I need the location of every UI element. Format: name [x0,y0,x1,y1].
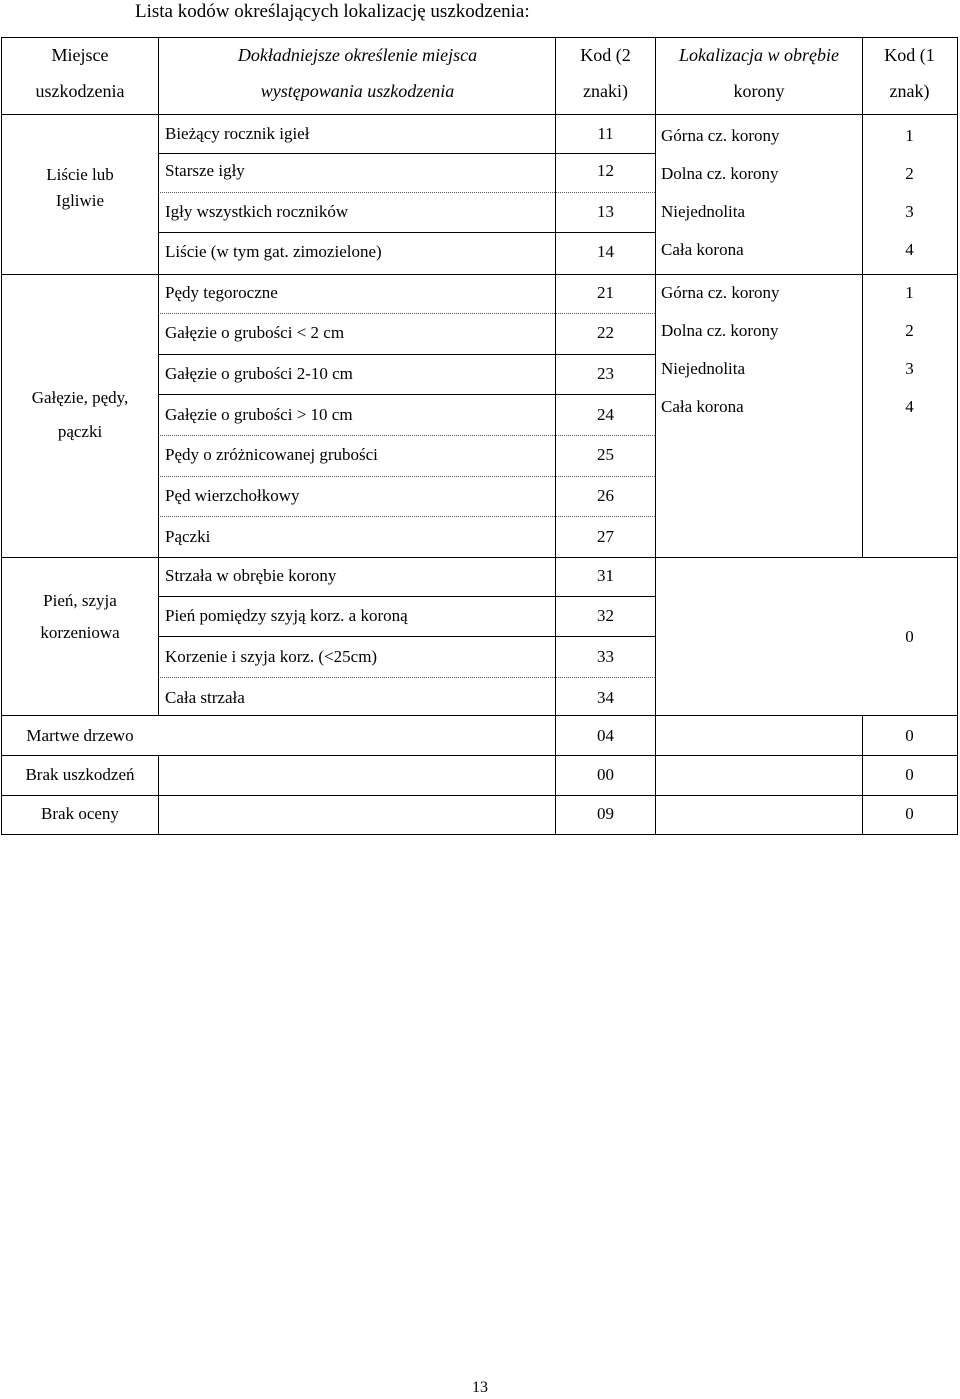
row-divider-dotted [158,677,655,678]
location-name: Górna cz. korony [661,283,780,302]
column-divider [862,37,863,557]
bottom-row-label: Brak uszkodzeń [25,765,135,784]
location-code: 1 [905,283,914,302]
row-divider [1,755,958,756]
location-code: 1 [905,126,914,145]
header-dokladniejsze-line2: występowania uszkodzenia [260,81,455,101]
row-divider-dotted [158,192,655,193]
page-title: Lista kodów określających lokalizację uszkodzenia: [135,1,530,22]
group-label-line1: Gałęzie, pędy, [31,388,129,407]
row-code: 22 [597,323,614,342]
row-divider-dotted [158,516,655,517]
group-divider [1,557,958,558]
header-lokalizacja-line1: Lokalizacja w obrębie [679,45,839,65]
bottom-row-code2: 00 [597,765,614,784]
header-kod2-line2: znaki) [583,81,628,101]
location-code: 2 [905,164,914,183]
row-description: Pęd wierzchołkowy [165,486,300,505]
row-code: 24 [597,405,614,424]
row-divider-dotted [158,476,655,477]
row-code: 31 [597,566,614,585]
row-divider-dotted [158,435,655,436]
row-code: 34 [597,688,614,707]
row-description: Gałęzie o grubości 2-10 cm [165,364,353,383]
location-code: 0 [905,627,914,646]
page-number: 13 [472,1379,488,1396]
bottom-row-code2: 04 [597,726,614,745]
group-label-line2: Igliwie [55,191,105,210]
row-code: 23 [597,364,614,383]
group-label-line2: korzeniowa [40,623,120,642]
row-code: 32 [597,606,614,625]
row-description: Gałęzie o grubości < 2 cm [165,323,345,342]
row-code: 26 [597,486,614,505]
row-description: Starsze igły [165,161,245,180]
group-divider [1,274,958,275]
table-border-bottom [1,834,958,835]
group-label-line1: Pień, szyja [43,591,117,610]
bottom-row-code1: 0 [905,726,914,745]
table-border-top [1,37,958,38]
row-description: Pędy tegoroczne [165,283,278,302]
row-code: 12 [597,161,614,180]
bottom-row-label: Brak oceny [41,804,119,823]
group-divider [1,715,958,716]
header-dokladniejsze-line1: Dokładniejsze określenie miejsca [237,45,478,65]
row-divider [158,153,655,154]
bottom-row-code1: 0 [905,765,914,784]
row-code: 27 [597,527,614,546]
row-description: Pędy o zróżnicowanej grubości [165,445,378,464]
header-divider [1,114,958,115]
group-label-line2: pączki [57,422,103,441]
row-code: 25 [597,445,614,464]
column-divider [158,37,159,715]
row-description: Liście (w tym gat. zimozielone) [165,242,382,261]
header-miejsce-line2: uszkodzenia [35,81,125,101]
column-divider [862,715,863,835]
bottom-row-code2: 09 [597,804,614,823]
row-description: Cała strzała [165,688,245,707]
row-description: Pączki [165,527,211,546]
location-name: Górna cz. korony [661,126,780,145]
row-code: 13 [597,202,614,221]
location-code: 3 [905,202,914,221]
row-divider-dotted [158,313,655,314]
row-description: Bieżący rocznik igieł [165,124,310,143]
header-kod1-line1: Kod (1 [884,45,935,65]
header-lokalizacja-line2: korony [733,81,785,101]
row-description: Igły wszystkich roczników [165,202,349,221]
location-name: Niejednolita [661,202,746,221]
row-divider [158,354,655,355]
row-divider [1,795,958,796]
bottom-row-label: Martwe drzewo [26,726,134,745]
header-kod1-line2: znak) [889,81,930,101]
row-code: 11 [597,124,614,143]
row-description: Korzenie i szyja korz. (<25cm) [165,647,378,666]
group-label-line1: Liście lub [46,165,114,184]
row-description: Strzała w obrębie korony [165,566,337,585]
location-code: 4 [905,397,914,416]
row-divider [158,394,655,395]
row-divider [158,232,655,233]
row-code: 14 [597,242,614,261]
location-name: Cała korona [661,397,744,416]
location-name: Dolna cz. korony [661,321,779,340]
location-name: Dolna cz. korony [661,164,779,183]
location-code: 3 [905,359,914,378]
location-name: Cała korona [661,240,744,259]
location-name: Niejednolita [661,359,746,378]
row-code: 21 [597,283,614,302]
header-miejsce-line1: Miejsce [51,45,109,65]
row-divider [158,596,655,597]
row-divider [158,636,655,637]
bottom-row-code1: 0 [905,804,914,823]
row-description: Pień pomiędzy szyją korz. a koroną [165,606,408,625]
location-code: 4 [905,240,914,259]
row-description: Gałęzie o grubości > 10 cm [165,405,353,424]
header-kod2-line1: Kod (2 [580,45,631,65]
location-code: 2 [905,321,914,340]
row-code: 33 [597,647,614,666]
